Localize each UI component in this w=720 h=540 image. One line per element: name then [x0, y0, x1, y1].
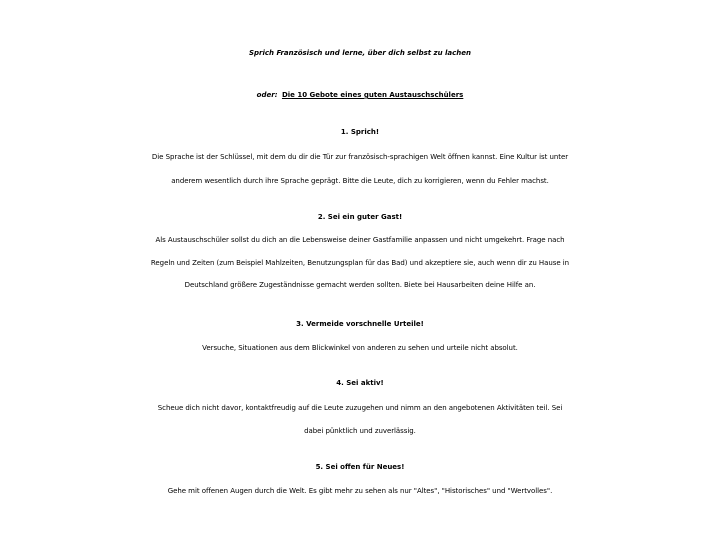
rule-2-text-line-3: Deutschland größere Zugeständnisse gemacht werden sollten. Biete bei Hausarbeiten deine Hilfe an. — [184, 281, 536, 289]
document-title: Sprich Französisch und lerne, über dich selbst zu lachen — [248, 49, 472, 57]
rule-4-heading: 4. Sei aktiv! — [336, 379, 384, 387]
subtitle-prefix: oder: — [256, 91, 278, 99]
rule-3-text-line-1: Versuche, Situationen aus dem Blickwinkel von anderen zu sehen und urteile nicht absolut. — [202, 344, 518, 352]
rule-5-text-line-1: Gehe mit offenen Augen durch die Welt. Es gibt mehr zu sehen als nur "Altes", "Historisches" und "Wertvolles". — [167, 487, 553, 495]
rule-2-text-line-1: Als Austauschschüler sollst du dich an die Lebensweise deiner Gastfamilie anpassen und nicht umgekehrt. Frage nach — [155, 236, 565, 244]
rule-4-text-line-2: dabei pünktlich und zuverlässig. — [304, 427, 416, 435]
rule-1-heading: 1. Sprich! — [340, 128, 380, 136]
rule-4-text-line-1: Scheue dich nicht davor, kontaktfreudig auf die Leute zuzugehen und nimm an den angebotenen Aktivitäten teil. Sei — [157, 404, 563, 412]
rule-2-text-line-2: Regeln und Zeiten (zum Beispiel Mahlzeiten, Benutzungsplan für das Bad) und akzeptiere sie, auch wenn dir zu Hause in — [150, 259, 570, 267]
subtitle-main: Die 10 Gebote eines guten Austauschschülers — [281, 91, 464, 99]
rule-1-text-line-2: anderem wesentlich durch ihre Sprache geprägt. Bitte die Leute, dich zu korrigieren, wenn du Fehler machst. — [171, 177, 549, 185]
document-subtitle — [0, 88, 720, 102]
rule-1-text-line-1: Die Sprache ist der Schlüssel, mit dem du dir die Tür zur französisch-sprachigen Welt öffnen kannst. Eine Kultur ist unter — [151, 153, 569, 161]
rule-3-heading: 3. Vermeide vorschnelle Urteile! — [296, 320, 424, 328]
rule-2-heading: 2. Sei ein guter Gast! — [317, 213, 403, 221]
rule-5-heading: 5. Sei offen für Neues! — [315, 463, 405, 471]
